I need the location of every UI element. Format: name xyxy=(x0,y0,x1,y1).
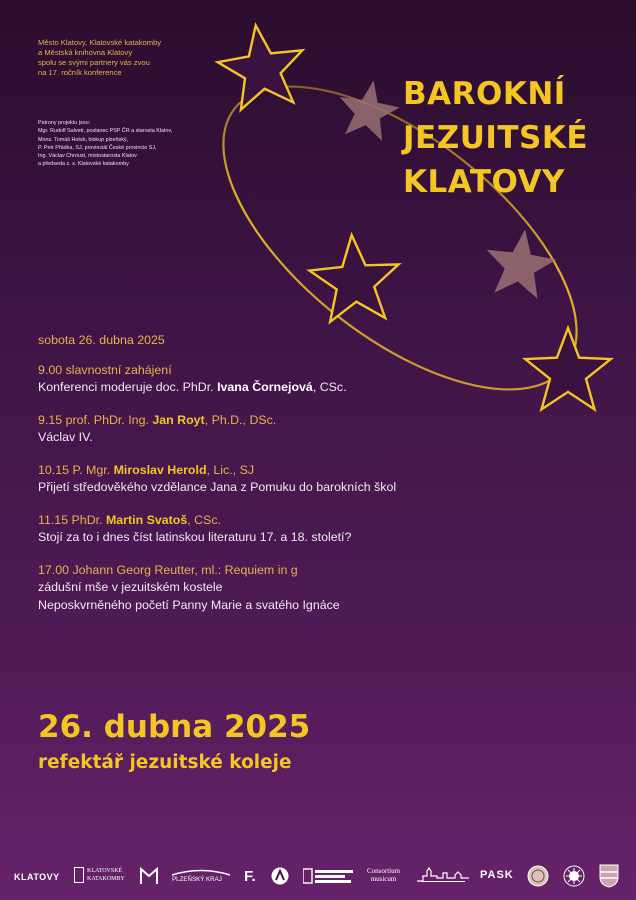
program-item: 17.00 Johann Georg Reutter, ml.: Requiem in g zádušní mše v jezuitském kostele Neposkvrněného početí Panny Marie a svatého Ignáce xyxy=(38,562,508,615)
filled-star-icon xyxy=(340,81,400,141)
item-time: 11.15 xyxy=(38,512,69,527)
katakomby-icon xyxy=(74,867,84,883)
program-date: sobota 26. dubna 2025 xyxy=(38,333,165,347)
klatovy-logo: KLATOVY xyxy=(14,872,60,882)
intro-line: na 17. ročník konference xyxy=(38,68,122,77)
plzensky-kraj-icon xyxy=(172,868,230,876)
filled-star-icon xyxy=(487,229,557,298)
coat-of-arms-icon xyxy=(599,864,619,888)
katakomby-logo: KLATOVSKÉ KATAKOMBY xyxy=(74,867,125,883)
outline-star-icon xyxy=(309,235,398,322)
talk-title: Václav IV. xyxy=(38,430,93,444)
program-item: 11.15 PhDr. Martin Svatoš, CSc. Stojí za to i dnes číst latinskou literaturu 17. a 18. století? xyxy=(38,512,508,547)
item-time: 17.00 xyxy=(38,562,70,577)
intro-line: spolu se svými partnery vás zvou xyxy=(38,58,150,67)
patrons-line: a předseda z. s. Klatovské katakomby xyxy=(38,161,129,168)
title-line: KLATOVY xyxy=(403,164,565,200)
patrons-line: Ing. Václav Chroust, místostarosta Klatov xyxy=(38,153,137,160)
partner-logos xyxy=(0,858,636,898)
program-item: 9.00 slavnostní zahájení Konferenci moderuje doc. PhDr. Ivana Čornejová, CSc. xyxy=(38,362,347,394)
patrons-text xyxy=(38,119,238,169)
event-venue: refektář jezuitské koleje xyxy=(38,752,292,773)
title-line: JEZUITSKÉ xyxy=(403,120,589,156)
intro-line: a Městská knihovna Klatovy xyxy=(38,48,133,57)
program xyxy=(38,332,508,629)
patrons-line: Patrony projektu jsou: xyxy=(38,120,91,126)
consortium-musicum-logo: Consortium musicum xyxy=(367,867,401,883)
speaker-name: Miroslav Herold xyxy=(113,462,207,477)
a-circle-icon xyxy=(271,867,289,885)
patrons-line: P. Petr Přádka, SJ, provinciál České provincie SJ, xyxy=(38,144,157,151)
library-icon xyxy=(140,867,158,885)
talk-title: Neposkvrněného početí Panny Marie a svatého Ignáce xyxy=(38,597,340,612)
patrons-line: Mons. Tomáš Holub, biskup plzeňský, xyxy=(38,136,129,143)
kolej-logo-icon xyxy=(303,868,355,884)
event-date: 26. dubna 2025 xyxy=(38,709,311,745)
talk-title: Stojí za to i dnes číst latinskou literaturu 17. a 18. století? xyxy=(38,530,352,544)
skyline-icon xyxy=(417,867,469,883)
outline-star-icon xyxy=(218,25,303,109)
poster-title xyxy=(403,72,588,204)
sun-emblem-icon xyxy=(563,865,585,887)
intro-text xyxy=(38,38,228,78)
speaker-name: Ivana Čornejová xyxy=(217,380,313,394)
patrons-line: Mgr. Rudolf Salvetr, poslanec PSP ČR a starosta Klatov, xyxy=(38,128,173,135)
talk-title: Přijetí středověkého vzdělance Jana z Pomuku do barokních škol xyxy=(38,480,397,494)
speaker-name: Jan Royt xyxy=(152,412,205,427)
program-item: 10.15 P. Mgr. Miroslav Herold, Lic., SJ Přijetí středověkého vzdělance Jana z Pomuku do barokních škol xyxy=(38,462,508,497)
program-item: 9.15 prof. PhDr. Ing. Jan Royt, Ph.D., DSc. Václav IV. xyxy=(38,412,508,447)
item-time: 9.15 xyxy=(38,412,63,427)
item-time: 9.00 xyxy=(38,362,63,377)
seal-icon xyxy=(527,865,549,887)
outline-star-icon xyxy=(525,328,611,409)
pask-logo: PASK xyxy=(480,869,514,881)
plzensky-kraj-logo: PLZEŇSKÝ KRAJ xyxy=(172,868,230,883)
speaker-name: Martin Svatoš xyxy=(105,512,188,527)
title-line: BAROKNÍ xyxy=(403,76,566,112)
talk-title: zádušní mše v jezuitském kostele xyxy=(38,580,223,594)
f-logo: F. xyxy=(244,868,256,885)
intro-line: Město Klatovy, Klatovské katakomby xyxy=(38,38,162,47)
item-time: 10.15 xyxy=(38,462,70,477)
